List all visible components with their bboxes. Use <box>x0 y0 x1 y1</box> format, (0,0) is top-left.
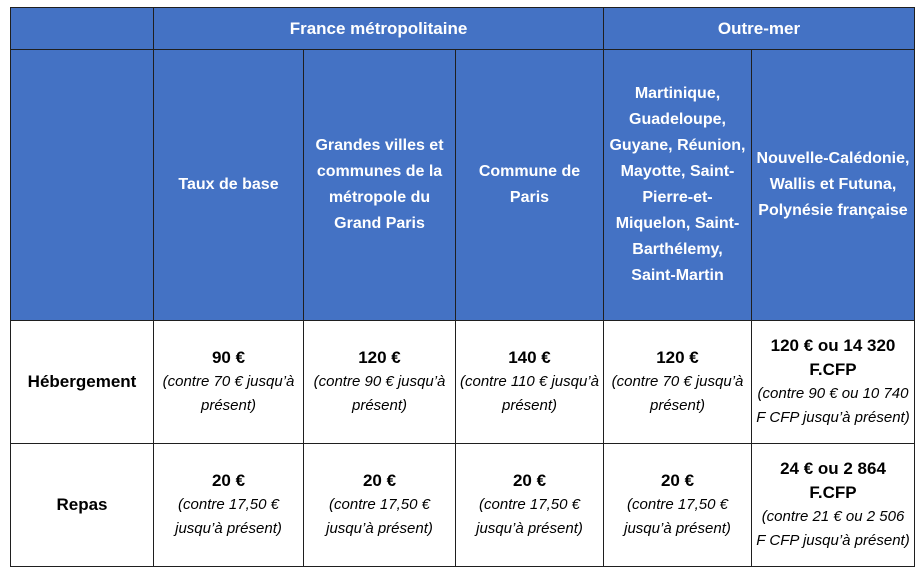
cell-note: (contre 110 € jusqu’à présent) <box>460 373 599 414</box>
table-cell <box>154 321 304 444</box>
cell-note: (contre 17,50 € jusqu’à présent) <box>175 496 282 537</box>
table-cell <box>304 321 456 444</box>
column-header-com-pacifique: Nouvelle-Calédonie, Wallis et Futuna, Polynésie française <box>752 50 915 321</box>
cell-note: (contre 70 € jusqu’à présent) <box>611 373 744 414</box>
rates-table <box>10 7 915 567</box>
table-row-hebergement <box>11 321 915 444</box>
cell-amount: 20 € <box>660 471 695 490</box>
table-cell <box>752 444 915 567</box>
cell-note: (contre 90 € ou 10 740 F CFP jusqu’à présent) <box>756 385 910 426</box>
column-header-base: Taux de base <box>154 50 304 321</box>
column-header-grandes-villes: Grandes villes et communes de la métropole du Grand Paris <box>304 50 456 321</box>
cell-amount: 20 € <box>362 471 397 490</box>
table-cell <box>304 444 456 567</box>
table-cell <box>154 444 304 567</box>
column-header-row <box>11 50 915 321</box>
row-label-hebergement: Hébergement <box>11 321 154 444</box>
column-header-dom: Martinique, Guadeloupe, Guyane, Réunion, Mayotte, Saint-Pierre-et-Miquelon, Saint-Barthélemy, Saint-Martin <box>604 50 752 321</box>
row-label-repas: Repas <box>11 444 154 567</box>
group-header-metro: France métropolitaine <box>154 8 604 50</box>
table-cell <box>456 444 604 567</box>
column-header-paris: Commune de Paris <box>456 50 604 321</box>
cell-amount: 20 € <box>211 471 246 490</box>
table-row-repas <box>11 444 915 567</box>
cell-amount: 90 € <box>211 348 246 367</box>
cell-note: (contre 21 € ou 2 506 F CFP jusqu’à présent) <box>756 508 910 549</box>
cell-note: (contre 17,50 € jusqu’à présent) <box>624 496 731 537</box>
table-cell <box>604 444 752 567</box>
cell-note: (contre 70 € jusqu’à présent) <box>162 373 295 414</box>
corner-cell-2 <box>11 50 154 321</box>
table-cell <box>752 321 915 444</box>
cell-amount: 24 € ou 2 864 F.CFP <box>780 459 886 502</box>
cell-amount: 120 € <box>656 348 699 367</box>
cell-amount: 120 € <box>358 348 401 367</box>
cell-amount: 140 € <box>508 348 551 367</box>
table-cell <box>456 321 604 444</box>
table-cell <box>604 321 752 444</box>
cell-amount: 120 € ou 14 320 F.CFP <box>770 336 896 379</box>
corner-cell <box>11 8 154 50</box>
cell-note: (contre 90 € jusqu’à présent) <box>313 373 446 414</box>
cell-amount: 20 € <box>512 471 547 490</box>
group-header-row <box>11 8 915 50</box>
cell-note: (contre 17,50 € jusqu’à présent) <box>476 496 583 537</box>
cell-note: (contre 17,50 € jusqu’à présent) <box>326 496 433 537</box>
group-header-outremer: Outre-mer <box>604 8 915 50</box>
